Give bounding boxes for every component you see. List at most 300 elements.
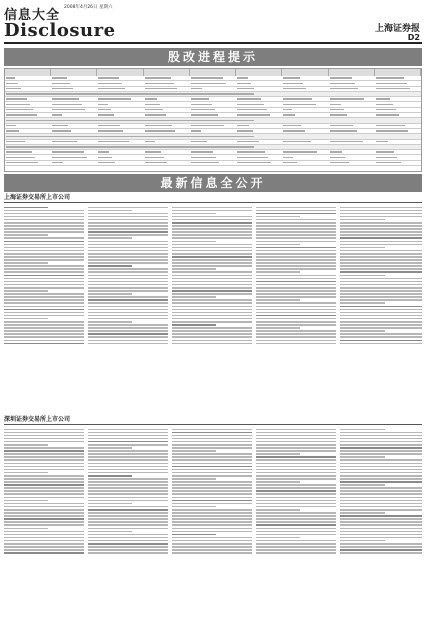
text-line — [172, 453, 252, 455]
newspaper-name: 信息大全 — [4, 8, 61, 23]
text-line — [340, 487, 422, 489]
table-cell — [329, 87, 375, 91]
text-line — [172, 552, 252, 554]
text-line — [172, 500, 252, 502]
text-line — [4, 219, 84, 221]
text-line — [340, 546, 422, 548]
table-cell — [329, 81, 375, 85]
text-line — [4, 463, 84, 465]
text-line — [172, 340, 252, 342]
table-cell — [375, 124, 421, 128]
text-line — [256, 265, 336, 267]
table-cell — [5, 155, 51, 159]
text-line — [256, 312, 336, 314]
text-line — [88, 290, 168, 292]
text-line — [88, 324, 168, 326]
text-line — [256, 247, 336, 249]
text-line — [172, 296, 216, 298]
text-line — [340, 241, 422, 243]
table-cell — [282, 124, 328, 128]
text-line — [88, 472, 168, 474]
text-line — [172, 524, 252, 526]
text-line — [172, 438, 252, 440]
text-line — [88, 343, 168, 345]
table-cell — [144, 150, 190, 154]
table-cell — [375, 161, 421, 165]
text-line — [340, 259, 422, 261]
text-line — [340, 450, 422, 452]
text-line — [88, 293, 132, 295]
text-line — [88, 447, 132, 449]
text-line — [256, 549, 336, 551]
text-line — [340, 524, 422, 526]
table-cell — [5, 129, 51, 133]
text-line — [340, 271, 422, 273]
text-line — [172, 515, 252, 517]
text-line — [340, 340, 422, 342]
table-cell — [51, 140, 97, 144]
text-line — [4, 472, 48, 474]
text-line — [340, 469, 422, 471]
sse-column-2 — [88, 205, 168, 413]
text-line — [88, 284, 168, 286]
text-line — [4, 256, 84, 258]
text-line — [256, 330, 336, 332]
text-line — [172, 466, 252, 468]
text-line — [256, 528, 336, 530]
text-line — [256, 234, 336, 236]
text-line — [172, 463, 252, 465]
text-line — [88, 484, 168, 486]
text-line — [256, 534, 336, 536]
text-line — [4, 284, 84, 286]
table-row — [5, 161, 421, 166]
table-cell — [190, 108, 236, 112]
text-line — [4, 265, 84, 267]
text-line — [340, 447, 422, 449]
text-line — [256, 259, 336, 261]
table-cell — [190, 155, 236, 159]
table-cell — [144, 81, 190, 85]
table-cell — [144, 97, 190, 101]
text-line — [172, 299, 252, 301]
text-line — [256, 216, 300, 218]
text-line — [340, 315, 422, 317]
text-line — [88, 503, 132, 505]
text-line — [4, 247, 84, 249]
text-line — [256, 327, 300, 329]
text-line — [340, 234, 422, 236]
table-cell — [190, 102, 236, 106]
text-line — [256, 435, 336, 437]
table-cell — [329, 124, 375, 128]
table-cell — [282, 102, 328, 106]
text-line — [256, 459, 336, 461]
text-line — [256, 444, 336, 446]
text-line — [4, 528, 48, 530]
text-line — [256, 333, 336, 335]
text-line — [340, 207, 422, 209]
text-line — [88, 481, 168, 483]
text-line — [340, 481, 422, 483]
text-line — [4, 340, 84, 342]
text-line — [172, 250, 252, 252]
paper-brand: 上海证券报 — [374, 24, 420, 34]
text-line — [172, 484, 252, 486]
text-line — [4, 537, 84, 539]
text-line — [172, 531, 252, 533]
text-line — [88, 225, 168, 227]
table-cell — [51, 76, 97, 80]
table-cell — [282, 81, 328, 85]
table-cell — [144, 140, 190, 144]
text-line — [4, 500, 48, 502]
text-line — [88, 487, 168, 489]
text-line — [172, 521, 252, 523]
text-line — [340, 438, 422, 440]
text-line — [4, 435, 84, 437]
table-cell — [97, 129, 143, 133]
text-line — [88, 234, 168, 236]
text-line — [172, 231, 252, 233]
text-line — [88, 340, 168, 342]
text-line — [340, 537, 422, 539]
text-line — [340, 456, 385, 458]
text-line — [4, 296, 84, 298]
section-title: Disclosure — [4, 20, 116, 41]
szse-column-3 — [172, 427, 252, 619]
text-line — [340, 256, 422, 258]
text-line — [340, 268, 422, 270]
table-cell — [236, 124, 282, 128]
table-cell — [190, 161, 236, 165]
table-cell — [5, 81, 51, 85]
text-line — [88, 302, 168, 304]
text-line — [256, 481, 300, 483]
text-line — [340, 512, 385, 514]
text-line — [172, 327, 252, 329]
text-line — [340, 231, 422, 233]
table-cell — [97, 140, 143, 144]
text-line — [4, 469, 84, 471]
text-line — [4, 312, 84, 314]
text-line — [340, 466, 422, 468]
text-line — [4, 450, 84, 452]
text-line — [172, 216, 252, 218]
table-cell — [97, 81, 143, 85]
table-cell — [329, 150, 375, 154]
text-block — [88, 429, 168, 554]
table-cell — [282, 108, 328, 112]
text-line — [256, 256, 336, 258]
table-cell — [97, 150, 143, 154]
text-line — [256, 518, 336, 520]
text-line — [256, 321, 336, 323]
text-line — [88, 540, 168, 542]
text-line — [256, 262, 336, 264]
text-line — [88, 299, 168, 301]
text-line — [4, 481, 84, 483]
text-line — [256, 219, 336, 221]
text-line — [340, 444, 422, 446]
text-line — [4, 503, 84, 505]
text-block — [172, 429, 252, 554]
text-line — [4, 210, 84, 212]
table-cell — [5, 150, 51, 154]
text-line — [4, 459, 84, 461]
text-line — [4, 315, 84, 317]
table-cell — [51, 155, 97, 159]
text-line — [88, 549, 168, 551]
text-line — [256, 275, 336, 277]
text-line — [4, 290, 48, 292]
table-cell — [375, 97, 421, 101]
text-line — [172, 293, 252, 295]
text-line — [172, 265, 252, 267]
text-line — [340, 503, 422, 505]
sse-column-3 — [172, 205, 252, 413]
table-cell — [144, 161, 190, 165]
text-line — [340, 509, 422, 511]
text-line — [340, 222, 422, 224]
text-line — [256, 469, 336, 471]
text-line — [256, 466, 336, 468]
text-line — [340, 302, 385, 304]
text-line — [172, 447, 252, 449]
text-line — [4, 333, 84, 335]
text-block — [340, 429, 422, 554]
text-block — [256, 207, 336, 345]
text-line — [340, 336, 422, 338]
text-line — [172, 528, 252, 530]
text-block — [256, 429, 336, 554]
text-line — [340, 284, 422, 286]
szse-section-rule — [4, 424, 422, 425]
text-line — [340, 210, 422, 212]
table-cell — [236, 108, 282, 112]
text-line — [4, 306, 84, 308]
table-cell — [144, 155, 190, 159]
text-line — [256, 299, 300, 301]
table-cell — [329, 76, 375, 80]
text-line — [88, 241, 168, 243]
text-line — [340, 459, 422, 461]
text-line — [4, 552, 84, 554]
text-line — [172, 321, 252, 323]
table-cell — [97, 102, 143, 106]
szse-column-5 — [340, 427, 422, 619]
text-line — [88, 265, 132, 267]
text-line — [172, 441, 252, 443]
text-line — [4, 466, 84, 468]
text-line — [172, 247, 252, 249]
text-line — [88, 256, 168, 258]
text-line — [340, 219, 385, 221]
text-line — [340, 327, 422, 329]
text-line — [4, 241, 84, 243]
text-line — [88, 500, 168, 502]
text-line — [172, 271, 252, 273]
text-line — [340, 549, 422, 551]
table-cell — [236, 102, 282, 106]
text-line — [88, 521, 168, 523]
text-line — [4, 216, 84, 218]
table-cell — [144, 129, 190, 133]
text-line — [172, 324, 216, 326]
text-line — [88, 315, 168, 317]
text-line — [88, 534, 168, 536]
text-line — [256, 463, 336, 465]
text-line — [4, 549, 84, 551]
table-cell — [236, 161, 282, 165]
text-line — [340, 290, 422, 292]
text-line — [172, 481, 252, 483]
table-cell — [236, 97, 282, 101]
table-cell — [282, 87, 328, 91]
text-line — [172, 472, 252, 474]
reform-progress-table — [4, 68, 422, 172]
text-line — [172, 241, 216, 243]
text-line — [88, 518, 168, 520]
issue-meta: 2008年4月26日 星期六 — [64, 5, 113, 10]
text-block — [340, 207, 422, 345]
table-cell — [5, 161, 51, 165]
text-line — [4, 518, 84, 520]
table-cell — [5, 145, 421, 149]
table-cell — [282, 155, 328, 159]
text-line — [88, 213, 168, 215]
text-line — [256, 512, 336, 514]
text-line — [172, 315, 252, 317]
text-line — [340, 265, 422, 267]
text-line — [4, 432, 84, 434]
text-line — [172, 259, 252, 261]
text-line — [256, 309, 336, 311]
text-line — [88, 306, 168, 308]
text-line — [172, 253, 252, 255]
text-line — [4, 506, 84, 508]
text-line — [256, 515, 336, 517]
text-line — [4, 309, 84, 311]
text-line — [256, 241, 336, 243]
text-line — [172, 318, 252, 320]
text-line — [88, 463, 168, 465]
text-line — [256, 302, 336, 304]
text-line — [340, 500, 422, 502]
text-line — [4, 318, 48, 320]
table-cell — [329, 108, 375, 112]
text-line — [4, 231, 84, 233]
text-line — [340, 441, 422, 443]
text-line — [256, 456, 336, 458]
text-line — [88, 543, 168, 545]
text-line — [256, 478, 336, 480]
text-line — [4, 213, 84, 215]
text-line — [172, 503, 252, 505]
text-line — [172, 444, 252, 446]
text-line — [88, 271, 168, 273]
table-cell — [51, 102, 97, 106]
text-line — [172, 330, 252, 332]
text-line — [4, 225, 84, 227]
table-cell — [282, 140, 328, 144]
text-line — [340, 253, 422, 255]
text-line — [88, 207, 168, 209]
text-line — [4, 299, 84, 301]
text-line — [88, 432, 168, 434]
szse-column-4 — [256, 427, 336, 619]
text-line — [4, 271, 84, 273]
sse-section-rule — [4, 202, 422, 203]
table-cell — [51, 97, 97, 101]
text-line — [88, 253, 168, 255]
text-line — [340, 518, 422, 520]
table-cell — [5, 87, 51, 91]
text-line — [256, 250, 336, 252]
text-line — [256, 506, 336, 508]
text-line — [256, 343, 336, 345]
text-line — [172, 219, 252, 221]
text-line — [88, 475, 132, 477]
text-line — [88, 216, 168, 218]
text-line — [172, 497, 252, 499]
text-line — [340, 343, 422, 345]
text-line — [172, 343, 252, 345]
table-cell — [236, 76, 282, 80]
text-line — [172, 487, 252, 489]
text-line — [4, 487, 84, 489]
text-line — [4, 453, 84, 455]
text-line — [172, 336, 252, 338]
text-line — [4, 324, 84, 326]
text-line — [172, 281, 252, 283]
text-line — [88, 278, 168, 280]
table-cell — [51, 87, 97, 91]
text-block — [4, 429, 84, 554]
text-line — [172, 493, 252, 495]
text-line — [4, 302, 84, 304]
text-line — [4, 493, 84, 495]
text-line — [256, 228, 336, 230]
table-cell — [329, 102, 375, 106]
text-line — [340, 540, 385, 542]
text-line — [340, 493, 422, 495]
text-line — [4, 321, 84, 323]
reform-progress-banner: 股改进程提示 — [4, 48, 422, 66]
table-cell — [190, 124, 236, 128]
table-cell — [375, 102, 421, 106]
text-line — [4, 237, 84, 239]
text-line — [4, 336, 84, 338]
text-line — [88, 210, 132, 212]
text-line — [340, 281, 422, 283]
text-line — [88, 219, 168, 221]
sse-column-1 — [4, 205, 84, 413]
text-line — [256, 225, 336, 227]
table-cell — [144, 102, 190, 106]
text-line — [172, 262, 252, 264]
text-line — [88, 222, 168, 224]
text-line — [340, 521, 422, 523]
text-line — [256, 493, 336, 495]
text-line — [4, 456, 84, 458]
text-line — [340, 453, 422, 455]
table-cell — [375, 81, 421, 85]
table-cell — [51, 150, 97, 154]
text-line — [340, 312, 422, 314]
text-line — [88, 493, 168, 495]
text-line — [172, 490, 252, 492]
